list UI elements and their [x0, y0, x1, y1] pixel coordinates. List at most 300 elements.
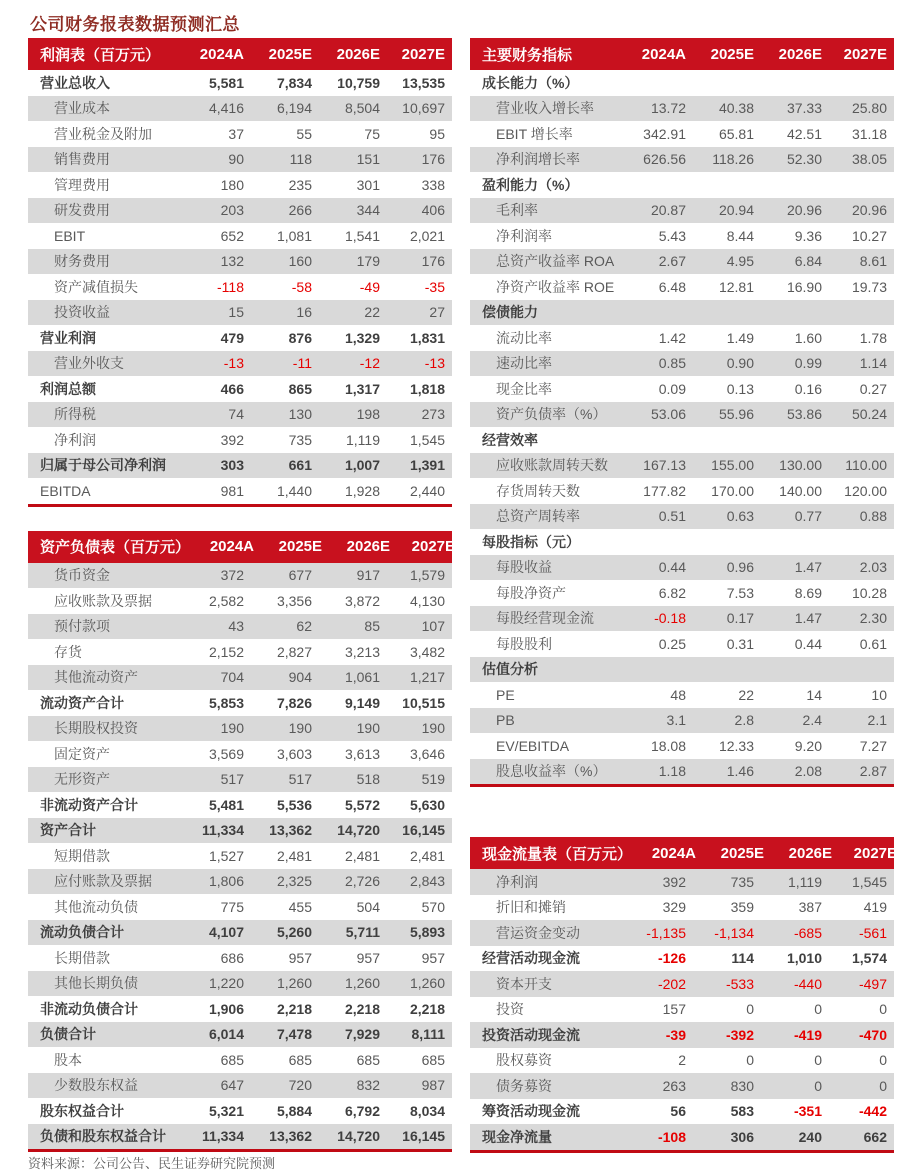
- table-row: [28, 351, 452, 377]
- cell-value: -685: [793, 924, 822, 941]
- cell-value: 392: [220, 431, 244, 448]
- cell-value: 626.56: [643, 151, 686, 168]
- cell-value: 5,260: [276, 924, 312, 941]
- cell-value: 7,478: [276, 1026, 312, 1043]
- row-label: EV/EBITDA: [496, 737, 570, 754]
- row-label: 应收账款周转天数: [496, 457, 608, 474]
- cell-value: 8.69: [794, 584, 822, 601]
- table-row: [28, 614, 452, 640]
- cell-value: 31.18: [851, 125, 887, 142]
- row-label: 其他长期负债: [54, 975, 138, 992]
- row-label: 每股收益: [496, 559, 552, 576]
- cell-value: -118: [217, 278, 244, 295]
- table-row: [470, 376, 894, 402]
- cell-value: 1,906: [208, 1000, 244, 1017]
- cell-value: 0.61: [859, 635, 887, 652]
- cell-value: 904: [288, 669, 312, 686]
- table-row: [470, 1099, 894, 1125]
- row-label: 筹资活动现金流: [482, 1103, 580, 1120]
- row-label: 应付账款及票据: [54, 873, 152, 890]
- cell-value: 1,260: [276, 975, 312, 992]
- cell-value: 43: [228, 618, 244, 635]
- cell-value: 10,759: [337, 74, 380, 91]
- cell-value: 677: [288, 567, 312, 584]
- cell-value: 1,081: [276, 227, 312, 244]
- cell-value: 1,545: [851, 873, 887, 890]
- row-label: 营业总收入: [40, 74, 110, 91]
- cell-value: 6,792: [344, 1102, 380, 1119]
- table-row: [28, 172, 452, 198]
- row-label: 存货周转天数: [496, 482, 580, 499]
- cell-value: 203: [220, 202, 244, 219]
- cell-value: 5,884: [276, 1102, 312, 1119]
- cell-value: 53.06: [650, 406, 686, 423]
- table-row: [28, 894, 452, 920]
- table-row: [28, 665, 452, 691]
- table-row: [28, 249, 452, 275]
- cell-value: 37: [228, 125, 244, 142]
- row-label: PE: [496, 686, 515, 703]
- cell-value: 1,119: [346, 431, 380, 448]
- table-row: [28, 741, 452, 767]
- cell-value: 0.44: [794, 635, 822, 652]
- row-label: 盈利能力（%）: [482, 176, 579, 193]
- cell-value: 240: [798, 1128, 822, 1145]
- cell-value: 0: [746, 1052, 754, 1069]
- table-row: [28, 843, 452, 869]
- cell-value: 662: [863, 1128, 887, 1145]
- column-header: 2025E: [720, 844, 765, 862]
- row-label: 负债合计: [40, 1026, 96, 1043]
- cell-value: 2,843: [409, 873, 445, 890]
- cell-value: 652: [220, 227, 244, 244]
- cell-value: 5,630: [409, 796, 445, 813]
- cell-value: 132: [220, 253, 244, 270]
- cell-value: 735: [730, 873, 754, 890]
- table-row: [28, 325, 452, 351]
- row-label: EBIT: [54, 227, 86, 244]
- cell-value: 10.27: [851, 227, 887, 244]
- cell-value: 6.82: [658, 584, 686, 601]
- cell-value: 10.28: [851, 584, 887, 601]
- cell-value: 1,317: [344, 380, 380, 397]
- cell-value: 110.00: [845, 457, 887, 474]
- column-header: 2025E: [278, 538, 323, 555]
- cell-value: 0: [814, 1052, 822, 1069]
- cell-value: 11,334: [201, 822, 244, 839]
- table-row: [470, 631, 894, 657]
- cell-value: 13,362: [269, 1128, 312, 1145]
- cell-value: 179: [356, 253, 380, 270]
- cell-value: 987: [421, 1077, 445, 1094]
- cell-value: 865: [288, 380, 312, 397]
- row-label: 经营活动现金流: [482, 950, 580, 967]
- row-label: 债务募资: [496, 1077, 552, 1094]
- cell-value: 0.09: [658, 380, 686, 397]
- cash-flow-table: [470, 837, 898, 1153]
- table-row: [470, 351, 894, 377]
- row-label: 偿债能力: [482, 304, 538, 321]
- cell-value: 20.94: [718, 202, 754, 219]
- row-label: 投资活动现金流: [482, 1026, 580, 1043]
- cell-value: 1.49: [726, 329, 754, 346]
- cell-value: 2.03: [859, 559, 887, 576]
- row-label: 现金净流量: [482, 1128, 552, 1145]
- table-row: [28, 427, 452, 453]
- cell-value: 14,720: [337, 822, 380, 839]
- table-row: [28, 478, 452, 504]
- financial-indicators-table: [470, 38, 894, 787]
- row-label: 每股指标（元）: [482, 533, 580, 550]
- cell-value: 263: [662, 1077, 686, 1094]
- table-row: [470, 733, 894, 759]
- table-row: [470, 504, 894, 530]
- table-row: [28, 402, 452, 428]
- cell-value: 20.87: [650, 202, 686, 219]
- cell-value: 1.18: [658, 763, 686, 780]
- cell-value: 0: [879, 1001, 887, 1018]
- cell-value: 720: [288, 1077, 312, 1094]
- column-header: 2027E: [411, 538, 456, 555]
- cell-value: 303: [220, 457, 244, 474]
- cell-value: 62: [296, 618, 312, 635]
- source-note: 资料来源：公司公告、民生证券研究院预测: [28, 1156, 276, 1171]
- cell-value: 180: [220, 176, 244, 193]
- cell-value: 957: [421, 949, 445, 966]
- table-row: [470, 606, 894, 632]
- cell-value: -12: [359, 355, 380, 372]
- row-label: 营业收入增长率: [496, 100, 594, 117]
- cell-value: 90: [228, 151, 244, 168]
- table-row: [28, 453, 452, 479]
- table-row: [470, 121, 894, 147]
- cell-value: 14: [806, 686, 822, 703]
- cell-value: 517: [220, 771, 244, 788]
- cell-value: 170.00: [711, 482, 754, 499]
- cell-value: 830: [730, 1077, 754, 1094]
- table-row: [28, 690, 452, 716]
- row-label: 每股股利: [496, 635, 552, 652]
- cell-value: 0: [814, 1001, 822, 1018]
- cell-value: 372: [220, 567, 244, 584]
- cell-value: 176: [421, 253, 445, 270]
- row-label: 应收账款及票据: [54, 592, 152, 609]
- cell-value: 52.30: [786, 151, 822, 168]
- cell-value: 10,515: [402, 694, 445, 711]
- table-row: [470, 869, 894, 895]
- cell-value: 0: [814, 1077, 822, 1094]
- cell-value: 38.05: [851, 151, 887, 168]
- row-label: 少数股东权益: [54, 1077, 138, 1094]
- cell-value: 2.1: [867, 712, 887, 729]
- cell-value: 2,726: [344, 873, 380, 890]
- cell-value: 151: [356, 151, 380, 168]
- cell-value: 2.30: [859, 610, 887, 627]
- cell-value: 2,481: [276, 847, 312, 864]
- cell-value: -440: [793, 975, 822, 992]
- table-row: [28, 996, 452, 1022]
- cell-value: 0.44: [658, 559, 686, 576]
- row-label: 资本开支: [496, 975, 552, 992]
- cell-value: 6,194: [276, 100, 312, 117]
- cell-value: 42.51: [786, 125, 822, 142]
- cell-value: -533: [725, 975, 754, 992]
- cell-value: 1,574: [851, 950, 887, 967]
- row-label: 存货: [54, 643, 82, 660]
- cell-value: 74: [228, 406, 244, 423]
- cell-value: 704: [220, 669, 244, 686]
- cell-value: 16,145: [402, 1128, 445, 1145]
- row-label: 股息收益率（%）: [496, 763, 607, 780]
- cell-value: 1,007: [344, 457, 380, 474]
- column-header: 2027E: [843, 45, 887, 63]
- cell-value: 1,831: [409, 329, 445, 346]
- cell-value: 570: [421, 898, 445, 915]
- cell-value: -13: [424, 355, 445, 372]
- cell-value: 2,325: [276, 873, 312, 890]
- row-label: 非流动负债合计: [40, 1000, 138, 1017]
- column-header: 2027E: [401, 45, 445, 63]
- row-label: EBITDA: [40, 482, 91, 499]
- cell-value: -58: [291, 278, 312, 295]
- row-label: 长期股权投资: [54, 720, 138, 737]
- cell-value: 517: [288, 771, 312, 788]
- row-label: 净利润增长率: [496, 151, 580, 168]
- cell-value: 1.78: [859, 329, 887, 346]
- cell-value: 1,217: [409, 669, 445, 686]
- row-label: 经营效率: [482, 431, 538, 448]
- cell-value: 65.81: [718, 125, 754, 142]
- cell-value: 5,536: [276, 796, 312, 813]
- cell-value: 167.13: [643, 457, 686, 474]
- table-row: [470, 325, 894, 351]
- row-label: 负债和股东权益合计: [40, 1128, 166, 1145]
- cell-value: 4,107: [208, 924, 244, 941]
- cell-value: 155.00: [711, 457, 754, 474]
- table-row: [470, 759, 894, 785]
- cell-value: 301: [356, 176, 380, 193]
- table-row: [470, 580, 894, 606]
- cell-value: 235: [288, 176, 312, 193]
- table-row: [28, 1073, 452, 1099]
- cell-value: 329: [662, 899, 686, 916]
- table-row: [470, 147, 894, 173]
- row-label: 股本: [54, 1051, 82, 1068]
- cell-value: 157: [662, 1001, 686, 1018]
- cell-value: 8.61: [859, 253, 887, 270]
- cell-value: 22: [738, 686, 754, 703]
- table-header-row: [28, 38, 452, 70]
- cell-value: 3,872: [344, 592, 380, 609]
- table-row: [28, 945, 452, 971]
- cell-value: 190: [288, 720, 312, 737]
- cell-value: 2,827: [276, 643, 312, 660]
- cell-value: 1,541: [344, 227, 380, 244]
- cell-value: 9,149: [344, 694, 380, 711]
- cell-value: -202: [657, 975, 686, 992]
- cell-value: 118: [289, 151, 312, 168]
- cell-value: 0.99: [794, 355, 822, 372]
- cell-value: 1,010: [786, 950, 822, 967]
- cell-value: 120.00: [844, 482, 887, 499]
- cell-value: 0.63: [726, 508, 754, 525]
- cell-value: 37.33: [786, 100, 822, 117]
- table-row: [470, 555, 894, 581]
- table-row: [470, 1048, 894, 1074]
- cell-value: 14,720: [337, 1128, 380, 1145]
- cell-value: 0.25: [658, 635, 686, 652]
- cell-value: 8,034: [409, 1102, 445, 1119]
- table-row: [470, 946, 894, 972]
- cell-value: 0.96: [726, 559, 754, 576]
- cell-value: -497: [858, 975, 887, 992]
- cell-value: 2.8: [734, 712, 754, 729]
- cell-value: 2: [678, 1052, 686, 1069]
- table-row: [28, 1022, 452, 1048]
- cell-value: 5,893: [409, 924, 445, 941]
- cell-value: 53.86: [786, 406, 822, 423]
- table-row: [28, 818, 452, 844]
- cell-value: -470: [858, 1026, 887, 1043]
- table-row: [28, 121, 452, 147]
- table-row: [470, 682, 894, 708]
- row-label: 其他流动资产: [54, 669, 138, 686]
- cell-value: 2.87: [859, 763, 887, 780]
- cell-value: 5,853: [208, 694, 244, 711]
- cell-value: 2,218: [409, 1000, 445, 1017]
- cell-value: 55: [296, 125, 312, 142]
- table-row: [28, 639, 452, 665]
- income-statement-table: [28, 38, 452, 507]
- cell-value: 7.27: [859, 737, 887, 754]
- cell-value: 1,579: [409, 567, 445, 584]
- cell-value: 359: [730, 899, 754, 916]
- right-column: [470, 38, 898, 1153]
- row-label: 净利润率: [496, 227, 552, 244]
- cell-value: 10: [871, 686, 887, 703]
- row-label: 销售费用: [54, 151, 110, 168]
- cell-value: 7,826: [276, 694, 312, 711]
- row-label: 总资产收益率 ROA: [496, 253, 615, 270]
- cell-value: 130.00: [779, 457, 822, 474]
- cell-value: -561: [858, 924, 887, 941]
- cell-value: 685: [288, 1051, 312, 1068]
- cell-value: 15: [228, 304, 244, 321]
- cell-value: 176: [421, 151, 445, 168]
- row-label: 股东权益合计: [40, 1102, 124, 1119]
- cell-value: 917: [356, 567, 380, 584]
- cell-value: 140.00: [779, 482, 822, 499]
- cell-value: 2,582: [208, 592, 244, 609]
- row-label: 长期借款: [54, 949, 110, 966]
- cell-value: 16: [296, 304, 312, 321]
- table-title: 现金流量表（百万元）: [482, 845, 633, 863]
- cell-value: 8.44: [726, 227, 754, 244]
- cell-value: 735: [288, 431, 312, 448]
- cell-value: 1,527: [208, 847, 244, 864]
- column-header: 2024A: [641, 45, 686, 63]
- cell-value: 190: [220, 720, 244, 737]
- column-header: 2024A: [651, 844, 697, 862]
- table-row: [470, 920, 894, 946]
- column-header: 2027E: [853, 844, 898, 862]
- cell-value: 1.47: [794, 610, 822, 627]
- cell-value: -419: [793, 1026, 822, 1043]
- table-row: [470, 1022, 894, 1048]
- cell-value: 419: [863, 899, 887, 916]
- cell-value: 2,481: [409, 847, 445, 864]
- cell-value: 130: [288, 406, 312, 423]
- cell-value: -1,135: [646, 924, 686, 941]
- cell-value: 7,834: [276, 74, 312, 91]
- table-row: [28, 1098, 452, 1124]
- table-row: [470, 223, 894, 249]
- cell-value: 12.81: [718, 278, 754, 295]
- cell-value: 455: [288, 898, 312, 915]
- cell-value: 519: [421, 771, 445, 788]
- cell-value: 55.96: [718, 406, 754, 423]
- cell-value: 518: [356, 771, 380, 788]
- row-label: 每股经营现金流: [496, 610, 594, 627]
- cell-value: -13: [223, 355, 244, 372]
- table-row: [28, 716, 452, 742]
- table-row: [470, 529, 894, 555]
- cell-value: 466: [220, 380, 244, 397]
- table-row: [470, 478, 894, 504]
- table-header-row: [28, 531, 456, 563]
- cell-value: 1,818: [409, 380, 445, 397]
- cell-value: 685: [356, 1051, 380, 1068]
- cell-value: 3,482: [409, 643, 445, 660]
- cell-value: -126: [657, 950, 686, 967]
- table-row: [470, 70, 894, 96]
- table-row: [28, 198, 452, 224]
- cell-value: 6,014: [208, 1026, 244, 1043]
- row-label: 速动比率: [496, 355, 552, 372]
- row-label: 营业成本: [54, 100, 110, 117]
- cell-value: 647: [220, 1077, 244, 1094]
- row-label: 资产减值损失: [54, 278, 138, 295]
- cell-value: 6.84: [794, 253, 822, 270]
- cell-value: 56: [670, 1103, 686, 1120]
- cell-value: 832: [356, 1077, 380, 1094]
- table-row: [28, 869, 452, 895]
- cell-value: 0: [746, 1001, 754, 1018]
- table-title: 资产负债表（百万元）: [40, 539, 191, 556]
- row-label: 估值分析: [482, 661, 538, 678]
- table-row: [470, 300, 894, 326]
- cell-value: 2,481: [344, 847, 380, 864]
- page-title: 公司财务报表数据预测汇总: [30, 15, 240, 34]
- cell-value: 18.08: [650, 737, 686, 754]
- cell-value: 406: [421, 202, 445, 219]
- column-header: 2026E: [788, 844, 833, 862]
- row-label: 财务费用: [54, 253, 110, 270]
- cell-value: 107: [421, 618, 445, 635]
- table-row: [470, 895, 894, 921]
- row-label: PB: [496, 712, 515, 729]
- cell-value: 3,613: [344, 745, 380, 762]
- row-label: 管理费用: [54, 176, 110, 193]
- table-row: [470, 657, 894, 683]
- cell-value: 306: [730, 1128, 754, 1145]
- row-label: 流动比率: [496, 329, 552, 346]
- cell-value: 7.53: [726, 584, 754, 601]
- cell-value: 273: [421, 406, 445, 423]
- cell-value: 25.80: [851, 100, 887, 117]
- table-row: [28, 223, 452, 249]
- row-label: 资产合计: [40, 822, 96, 839]
